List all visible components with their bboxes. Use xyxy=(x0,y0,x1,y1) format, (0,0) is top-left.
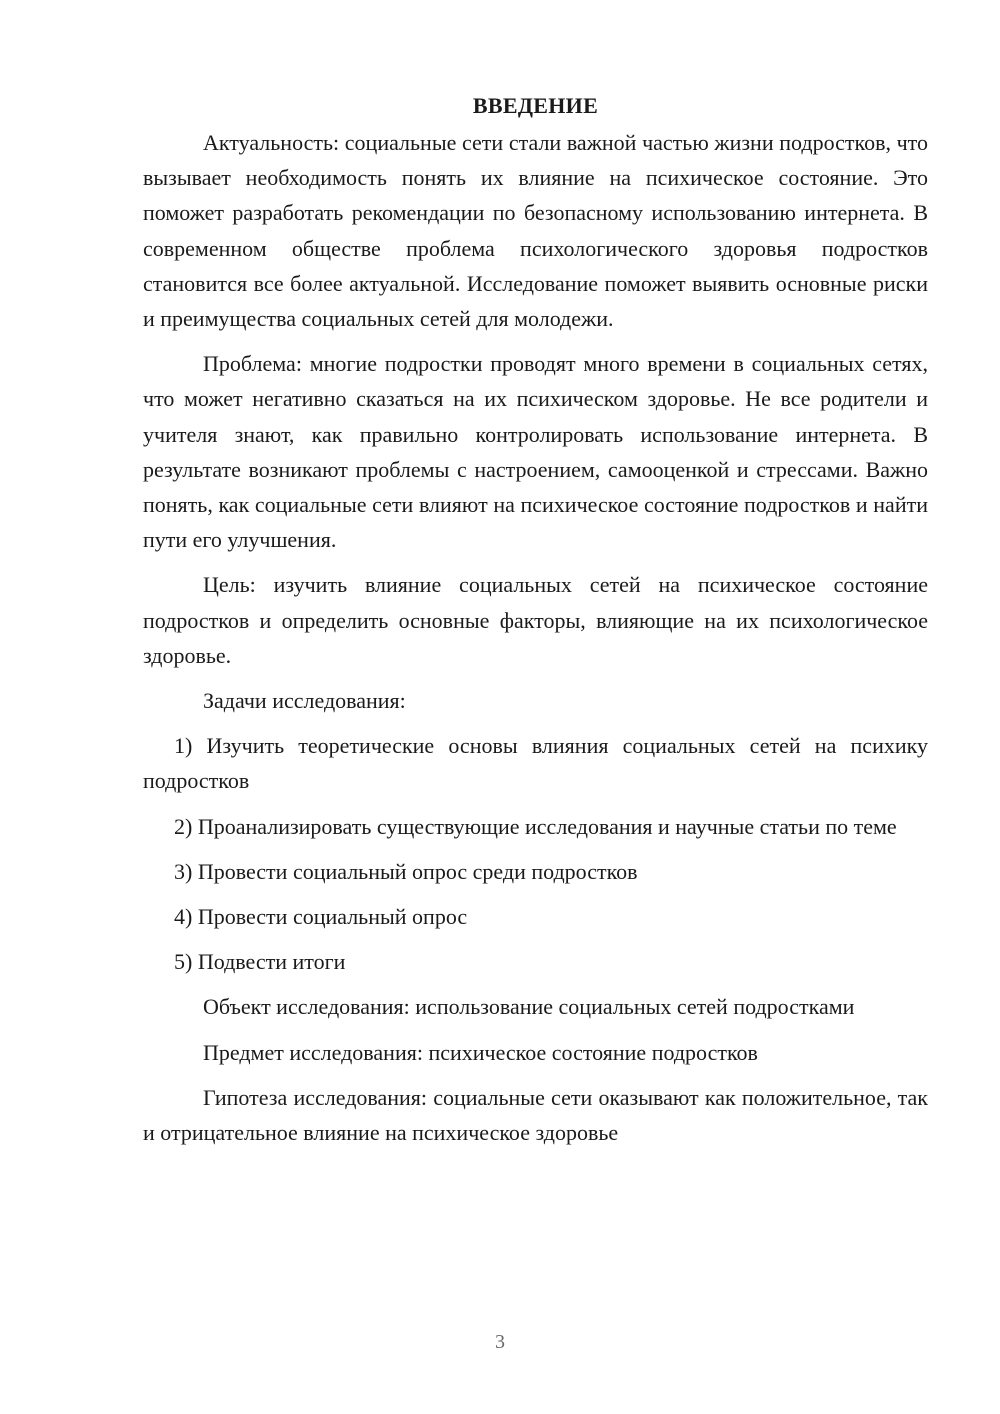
page-number: 3 xyxy=(495,1331,505,1353)
task-item-4: 4) Провести социальный опрос xyxy=(174,904,468,930)
task-item-2: 2) Проанализировать существующие исследования и научные статьи по теме xyxy=(174,813,897,839)
document-page xyxy=(143,88,928,1150)
problem-paragraph: Проблема: многие подростки проводят много времени в социальных сетях, что может негативно сказаться на их психическом здоровье. Не все родители и учителя знают, как правильно контролировать использование интернета. В результате возникают проблемы с настроением, самооценкой и стрессами. Важно понять, как социальные сети влияют на психическое состояние подростков и найти пути его улучшения. xyxy=(143,351,928,553)
hypothesis-paragraph: Гипотеза исследования: социальные сети оказывают как положительное, так и отрицательное влияние на психическое здоровье xyxy=(143,1084,928,1146)
goal-paragraph: Цель: изучить влияние социальных сетей на психическое состояние подростков и определить основные факторы, влияющие на их психологическое здоровье. xyxy=(143,572,928,668)
tasks-heading: Задачи исследования: xyxy=(203,688,406,714)
subject-paragraph: Предмет исследования: психическое состояние подростков xyxy=(203,1039,758,1065)
section-heading: ВВЕДЕНИЕ xyxy=(472,93,599,118)
relevance-paragraph: Актуальность: социальные сети стали важной частью жизни подростков, что вызывает необходимость понять их влияние на психическое состояние. Это поможет разработать рекомендации по безопасному использованию интернета. В современном обществе проблема психологического здоровья подростков становится все более актуальной. Исследование поможет выявить основные риски и преимущества социальных сетей для молодежи. xyxy=(143,130,928,332)
task-item-3: 3) Провести социальный опрос среди подростков xyxy=(174,858,638,884)
task-item-1: 1) Изучить теоретические основы влияния социальных сетей на психику подростков xyxy=(143,733,928,794)
task-item-5: 5) Подвести итоги xyxy=(174,949,346,975)
object-paragraph: Объект исследования: использование социальных сетей подростками xyxy=(203,994,855,1020)
